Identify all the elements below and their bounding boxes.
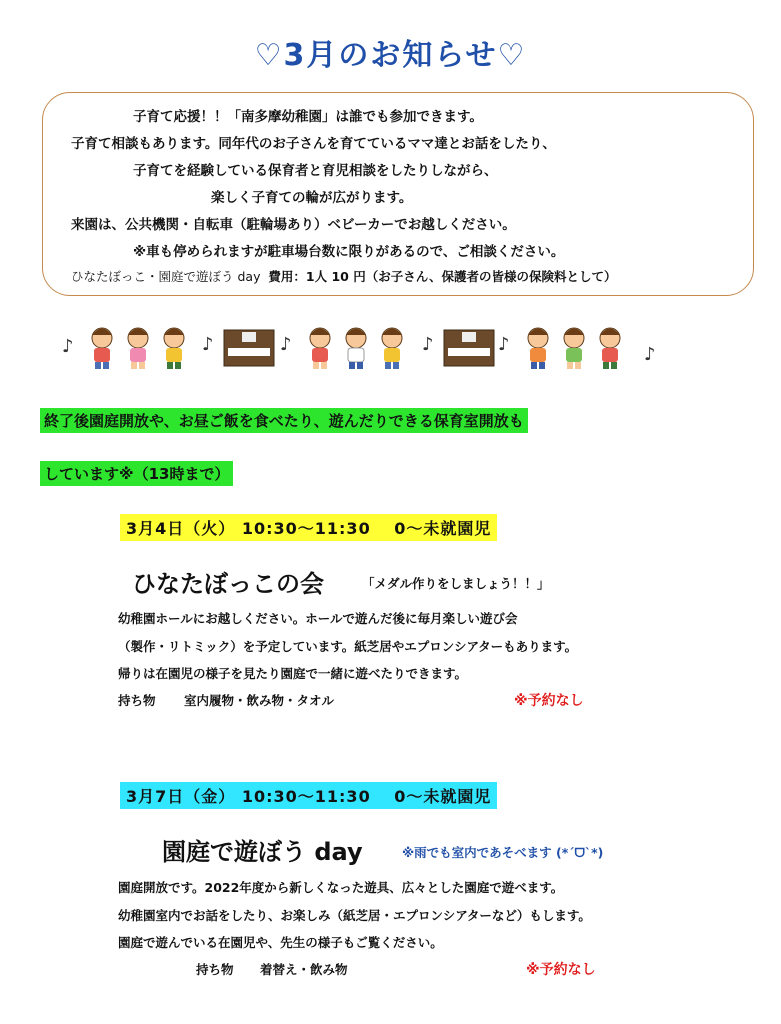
intro-line: 子育てを経験している保育者と育児相談をしたりしながら、 [133, 163, 498, 179]
event2-name: 園庭で遊ぼう day [162, 838, 363, 866]
music-note-icon: ♪ [202, 334, 214, 355]
intro-fee-line [71, 267, 616, 285]
intro-line: 来園は、公共機関・自転車（駐輪場あり）ベビーカーでお越しください。 [71, 217, 516, 233]
child-illustration [92, 328, 112, 369]
event1-items-label: 持ち物 [118, 693, 156, 708]
intro-line: ※車も停められますが駐車場台数に限りがあるので、ご相談ください。 [133, 244, 565, 260]
event1-subtitle: 「メダル作りをしましょう！！」 [362, 576, 550, 591]
child-illustration [382, 328, 402, 369]
piano-illustration [224, 330, 274, 366]
children-piano-banner-illustration [62, 322, 662, 372]
intro-fee-text: 費用：1人 10 円（お子さん、保護者の皆様の保険料として） [268, 269, 617, 284]
notice-line-1: 終了後園庭開放や、お昼ご飯を食べたり、遊んだりできる保育室開放も [40, 408, 528, 433]
music-note-icon: ♪ [644, 344, 656, 365]
intro-line: 楽しく子育ての輪が広がります。 [211, 190, 413, 206]
intro-line: 子育て応援！！「南多摩幼稚園」は誰でも参加できます。 [133, 109, 483, 125]
event2-reservation: ※予約なし [526, 962, 596, 978]
heart-icon: ♡ [497, 38, 527, 73]
event2-body-line: 園庭で遊んでいる在園児や、先生の様子もご覧ください。 [118, 935, 443, 950]
event2-body-line: 幼稚園室内でお話をしたり、お楽しみ（紙芝居・エプロンシアターなど）もします。 [118, 908, 591, 923]
music-note-icon [62, 336, 74, 357]
event1-name: ひなたぼっこの会 [132, 570, 324, 598]
svg-text:♪: ♪ [62, 336, 74, 357]
piano-illustration [444, 330, 494, 366]
music-note-icon: ♪ [280, 334, 292, 355]
event2-subtitle: ※雨でも室内であそべます (*ˊᗜˋ*) [402, 845, 604, 860]
child-illustration [164, 328, 184, 369]
intro-box [42, 92, 754, 296]
event1-items: 室内履物・飲み物・タオル [184, 693, 335, 708]
title-text: 3月のお知らせ [283, 38, 498, 73]
event1-body-line: 幼稚園ホールにお越しください。ホールで遊んだ後に毎月楽しい遊び会 [118, 611, 518, 626]
child-illustration [310, 328, 330, 369]
event2-body-line: 園庭開放です。2022年度から新しくなった遊具、広々とした園庭で遊べます。 [118, 880, 564, 895]
heart-icon: ♡ [254, 38, 284, 73]
intro-fee-prefix: ひなたぼっこ・園庭で遊ぼう day [71, 269, 261, 284]
child-illustration [600, 328, 620, 369]
child-illustration [564, 328, 584, 369]
child-illustration [128, 328, 148, 369]
event1-body-line: 帰りは在園児の様子を見たり園庭で一緒に遊べたりできます。 [118, 666, 468, 681]
event1-date: 3月4日（火） 10:30〜11:30 0〜未就園児 [120, 514, 497, 541]
event1-reservation: ※予約なし [514, 693, 584, 709]
child-illustration [346, 328, 366, 369]
page-title [0, 30, 781, 74]
music-note-icon: ♪ [498, 334, 510, 355]
event1-body-line: （製作・リトミック）を予定しています。紙芝居やエプロンシアターもあります。 [118, 639, 578, 654]
notice-line-2: しています※（13時まで） [40, 461, 233, 486]
event2-date: 3月7日（金） 10:30〜11:30 0〜未就園児 [120, 782, 497, 809]
event2-items-label: 持ち物 [196, 962, 234, 977]
music-note-icon: ♪ [422, 334, 434, 355]
event2-items: 着替え・飲み物 [260, 962, 348, 977]
intro-line: 子育て相談もあります。同年代のお子さんを育てているママ達とお話をしたり、 [71, 136, 556, 152]
child-illustration [528, 328, 548, 369]
